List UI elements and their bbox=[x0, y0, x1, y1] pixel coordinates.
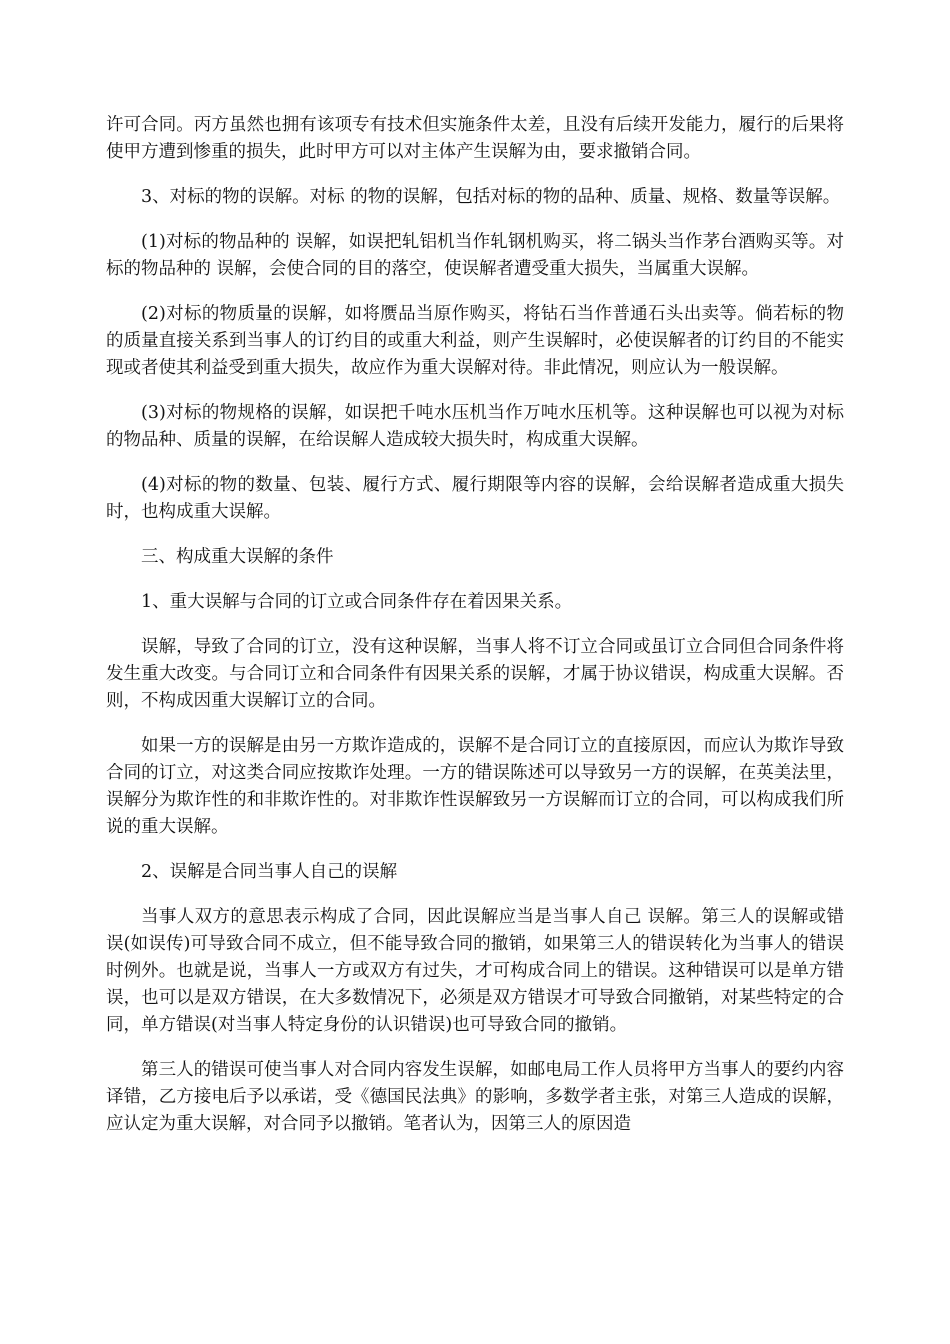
paragraph-variety-misunderstanding: (1)对标的物品种的 误解，如误把轧铝机当作轧钢机购买，将二锅头当作茅台酒购买等。对标的物品种的 误解，会使合同的目的落空，使误解者遭受重大损失，当属重大误解。 bbox=[106, 232, 844, 279]
paragraph-quantity-misunderstanding: (4)对标的物的数量、包装、履行方式、履行期限等内容的误解，会给误解者造成重大损失时，也构成重大误解。 bbox=[106, 475, 844, 522]
paragraph-party-misunderstanding-end: 许可合同。丙方虽然也拥有该项专有技术但实施条件太差，且没有后续开发能力，履行的后果将使甲方遭到惨重的损失，此时甲方可以对主体产生误解为由，要求撤销合同。 bbox=[106, 115, 844, 162]
document-body bbox=[106, 112, 844, 1156]
paragraph-fraud-explanation: 如果一方的误解是由另一方欺诈造成的，误解不是合同订立的直接原因，而应认为欺诈导致 合同的订立，对这类合同应按欺诈处理。一方的错误陈述可以导致另一方的误解，在英美法里，误解分为欺诈性的和非欺诈性的。对非欺诈性误解致另一方误解而订立的合同，可以构成我们所说的重大误解。 bbox=[106, 736, 844, 837]
subheading-own-misunderstanding: 2、误解是合同当事人自己的误解 bbox=[141, 862, 398, 882]
paragraph-party-intent: 当事人双方的意思表示构成了合同，因此误解应当是当事人自己 误解。第三人的误解或错误(如误传)可导致合同不成立，但不能导致合同的撤销，如果第三人的错误转化为当事人的错误时例外。也就是说，当事人一方或双方有过失，才可构成合同上的错误。这种错误可以是单方错误，也可以是双方错误，在大多数情况下，必须是双方错误才可导致合同撤销，对某些特定的合同，单方错误(对当事人特定身份的认识错误)也可导致合同的撤销。 bbox=[106, 907, 844, 1035]
paragraph-specification-misunderstanding: (3)对标的物规格的误解，如误把千吨水压机当作万吨水压机等。这种误解也可以视为对标的物品种、质量的误解，在给误解人造成较大损失时，构成重大误解。 bbox=[106, 403, 844, 450]
paragraph-third-party-error: 第三人的错误可使当事人对合同内容发生误解，如邮电局工作人员将甲方当事人的要约内容译错，乙方接电后予以承诺，受《德国民法典》的影响，多数学者主张，对第三人造成的误解，应认定为重大误解，对合同予以撤销。笔者认为，因第三人的原因造 bbox=[106, 1060, 844, 1134]
paragraph-causal-explanation: 误解，导致了合同的订立，没有这种误解，当事人将不订立合同或虽订立合同但合同条件将发生重大改变。与合同订立和合同条件有因果关系的误解，才属于协议错误，构成重大误解。否则，不构成因重大误解订立的合同。 bbox=[106, 637, 844, 711]
paragraph-subject-matter-heading: 3、对标的物的误解。对标 的物的误解，包括对标的物的品种、质量、规格、数量等误解。 bbox=[141, 187, 841, 207]
subheading-causal-relationship: 1、重大误解与合同的订立或合同条件存在着因果关系。 bbox=[141, 592, 573, 612]
paragraph-quality-misunderstanding: (2)对标的物质量的误解，如将赝品当原作购买，将钻石当作普通石头出卖等。倘若标的物的质量直接关系到当事人的订约目的或重大利益，则产生误解时，必使误解者的订约目的不能实现或者使其利益受到重大损失，故应作为重大误解对待。非此情况，则应认为一般误解。 bbox=[106, 304, 844, 378]
section-heading-conditions: 三、构成重大误解的条件 bbox=[141, 547, 334, 567]
